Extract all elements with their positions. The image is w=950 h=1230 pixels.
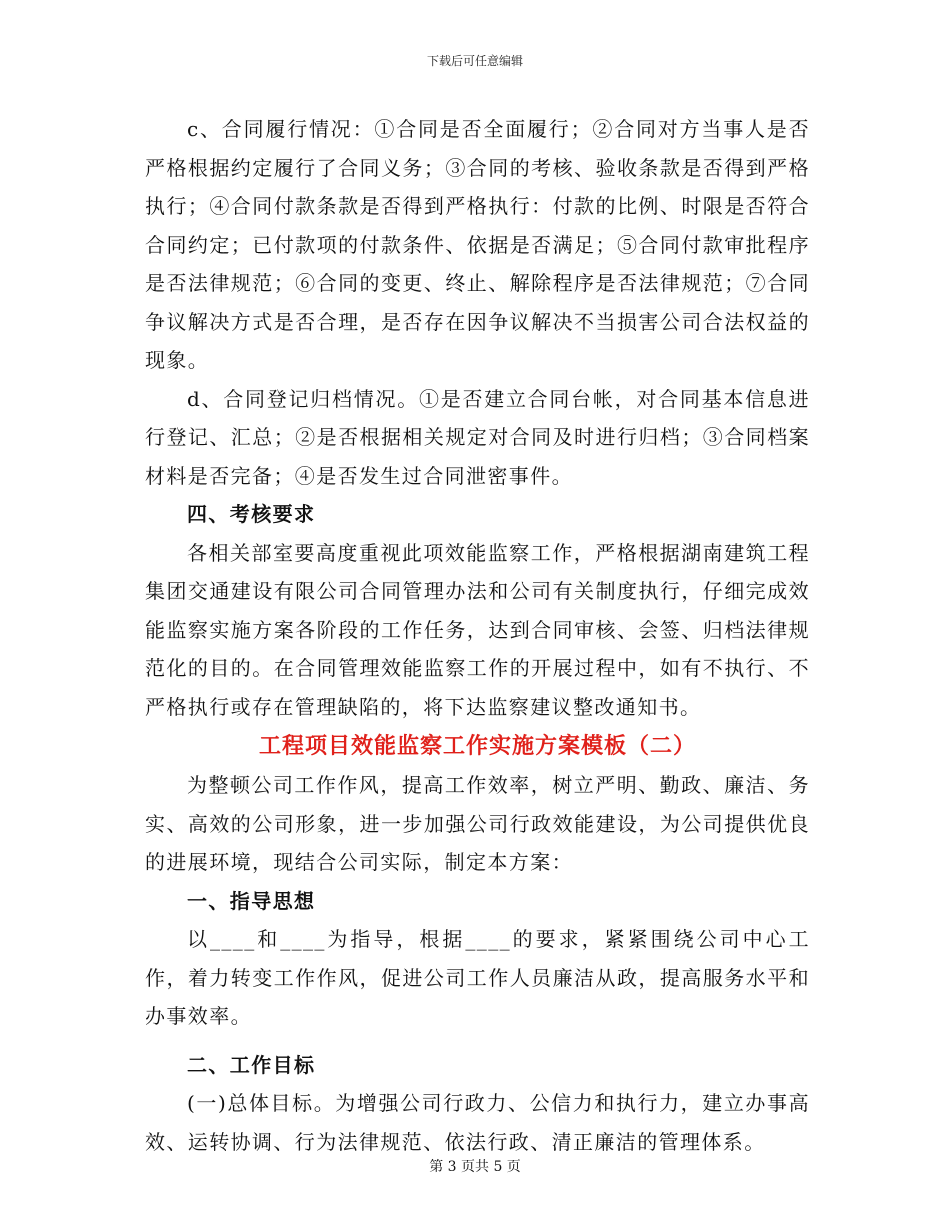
document-title: 工程项目效能监察工作实施方案模板（二） xyxy=(258,733,696,759)
heading-work-goals: 二、工作目标 xyxy=(187,1052,316,1077)
paragraph-overall-goal: (一)总体目标。为增强公司行政力、公信力和执行力，建立办事高效、运转协调、行为法律规范、依法行政、清正廉洁的管理体系。 xyxy=(145,1091,810,1154)
paragraph-contract-archiving: d、合同登记归档情况。①是否建立合同台帐，对合同基本信息进行登记、汇总；②是否根据相关规定对合同及时进行归档；③合同档案材料是否完备；④是否发生过合同泄密事件。 xyxy=(145,386,810,488)
page-header: 下载后可任意编辑 xyxy=(426,54,523,68)
paragraph-requirements: 各相关部室要高度重视此项效能监察工作，严格根据湖南建筑工程集团交通建设有限公司合同管理办法和公司有关制度执行，仔细完成效能监察实施方案各阶段的工作任务，达到合同审核、会签、归档法律规范化的目的。在合同管理效能监察工作的开展过程中，如有不执行、不严格执行或存在管理缺陷的，将下达监察建议整改通知书。 xyxy=(145,540,810,719)
document-body xyxy=(145,110,810,1161)
paragraph-intro: 为整顿公司工作作风，提高工作效率，树立严明、勤政、廉洁、务实、高效的公司形象，进一步加强公司行政效能建设，为公司提供优良的进展环境，现结合公司实际，制定本方案： xyxy=(145,773,810,874)
heading-assessment-requirements: 四、考核要求 xyxy=(187,502,316,526)
heading-guiding-ideology: 一、指导思想 xyxy=(187,888,316,913)
page-number: 第 3 页共 5 页 xyxy=(429,1159,521,1175)
paragraph-guiding-ideology: 以____和____为指导，根据____的要求，紧紧围绕公司中心工作，着力转变工作作风，促进公司工作人员廉洁从政，提高服务水平和办事效率。 xyxy=(145,927,810,1028)
paragraph-contract-performance: c、合同履行情况：①合同是否全面履行；②合同对方当事人是否严格根据约定履行了合同义务；③合同的考核、验收条款是否得到严格执行；④合同付款条款是否得到严格执行：付款的比例、时限是否符合合同约定；已付款项的付款条件、依据是否满足；⑤合同付款审批程序是否法律规范；⑥合同的变更、终止、解除程序是否法律规范；⑦合同争议解决方式是否合理，是否存在因争议解决不当损害公司合法权益的现象。 xyxy=(145,117,810,372)
